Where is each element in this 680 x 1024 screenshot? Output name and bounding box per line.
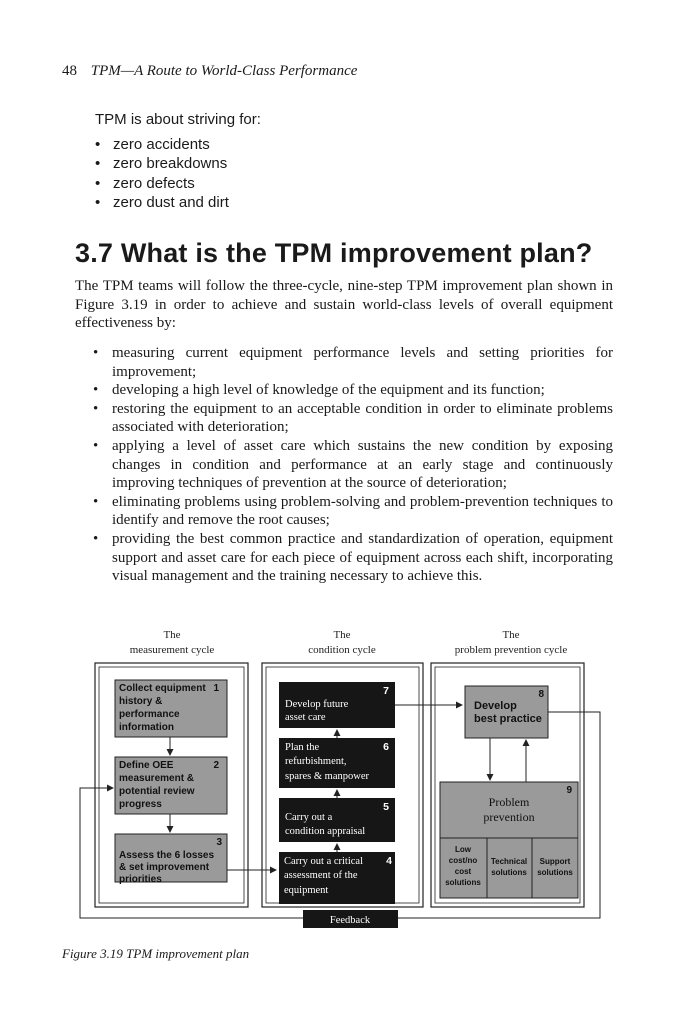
step-text: Carry out a — [285, 812, 333, 823]
list-item: • measuring current equipment performance levels and setting priorities for improvement; — [93, 344, 613, 381]
step-number: 5 — [383, 801, 389, 813]
step-text: priorities — [119, 874, 162, 885]
step-7-box — [279, 682, 395, 728]
list-item: • zero breakdowns — [95, 154, 229, 173]
list-item: • zero dust and dirt — [95, 193, 229, 212]
step-6-box — [279, 738, 395, 788]
step-text: progress — [119, 799, 162, 810]
solution-text: Low — [455, 845, 471, 854]
step-number: 7 — [383, 685, 389, 697]
step-text: Collect equipment — [119, 683, 206, 694]
step-text: potential review — [119, 786, 195, 797]
step-text: refurbishment, — [285, 756, 347, 767]
step-number: 4 — [386, 855, 392, 867]
step-text: equipment — [284, 885, 329, 896]
step-text: Define OEE — [119, 760, 174, 771]
list-item: • zero defects — [95, 174, 229, 193]
step-number: 3 — [216, 837, 222, 848]
solution-text: solutions — [537, 868, 573, 877]
list-item: • zero accidents — [95, 135, 229, 154]
step-3-box — [115, 834, 227, 885]
list-item: • restoring the equipment to an acceptable condition in order to eliminate problems associated with deterioration; — [93, 400, 613, 437]
step-number: 9 — [566, 785, 572, 796]
step-text: spares & manpower — [285, 771, 369, 782]
step-2-box — [115, 757, 227, 814]
step-5-box — [279, 798, 395, 842]
step-text: history & — [119, 696, 163, 707]
prevention-cycle-title: The — [502, 629, 520, 641]
step-text: Develop — [474, 700, 517, 712]
prevention-cycle-title-2: problem prevention cycle — [454, 644, 568, 656]
list-item: • developing a high level of knowledge of the equipment and its function; — [93, 381, 613, 400]
figure-caption: Figure 3.19 TPM improvement plan — [62, 946, 250, 961]
step-text: Assess the 6 losses — [119, 850, 215, 861]
step-text: performance — [119, 709, 180, 720]
solution-text: solutions — [491, 868, 527, 877]
list-item: • providing the best common practice and standardization of operation, equipment support and asset care for each piece of equipment across each shift, incorporating visual management and the training necessary to achieve this. — [93, 530, 613, 586]
feedback-label: Feedback — [329, 915, 371, 926]
step-text: Plan the — [285, 742, 320, 753]
step-number: 1 — [213, 683, 219, 694]
condition-cycle-title: The — [333, 629, 351, 641]
solution-text: solutions — [445, 878, 481, 887]
solution-text: Support — [539, 857, 571, 866]
step-8-box — [465, 686, 548, 738]
step-text: best practice — [474, 713, 542, 725]
list-item: • applying a level of asset care which sustains the new condition by exposing changes in condition and performance at an early stage and continuously improving techniques of prevention at the source of deterioration; — [93, 437, 613, 493]
step-4-box — [279, 852, 395, 904]
step-text: Develop future — [285, 699, 349, 710]
step-text: asset care — [285, 712, 326, 723]
step-text: information — [119, 722, 174, 733]
step-text: prevention — [483, 810, 535, 824]
page-number: 48 — [62, 63, 77, 79]
step-text: condition appraisal — [285, 826, 366, 837]
step-text: Problem — [488, 795, 530, 809]
measurement-cycle-title: The — [163, 629, 181, 641]
solution-text: cost — [454, 867, 472, 876]
solution-text: Technical — [490, 857, 528, 866]
intro-paragraph: The TPM teams will follow the three-cycle, nine-step TPM improvement plan shown in Figure 3.19 in order to achieve and sustain world-class levels of overall equipment effectiveness by: — [75, 278, 613, 331]
step-1-box — [115, 680, 227, 737]
condition-cycle-title-2: condition cycle — [308, 644, 376, 656]
step-text: & set improvement — [119, 862, 210, 873]
step-number: 6 — [383, 741, 389, 753]
lead-text: TPM is about striving for: — [95, 111, 261, 128]
list-item: • eliminating problems using problem-solving and problem-prevention techniques to identify and remove the root causes; — [93, 493, 613, 530]
section-heading: 3.7 What is the TPM improvement plan? — [75, 238, 593, 268]
step-text: assessment of the — [284, 870, 358, 881]
running-title: TPM—A Route to World-Class Performance — [90, 63, 358, 79]
step-number: 2 — [213, 760, 219, 771]
step-text: measurement & — [119, 773, 195, 784]
measurement-cycle-title-2: measurement cycle — [129, 644, 215, 656]
step-number: 8 — [538, 689, 544, 700]
solution-text: cost/no — [448, 856, 478, 865]
step-text: Carry out a critical — [284, 856, 364, 867]
